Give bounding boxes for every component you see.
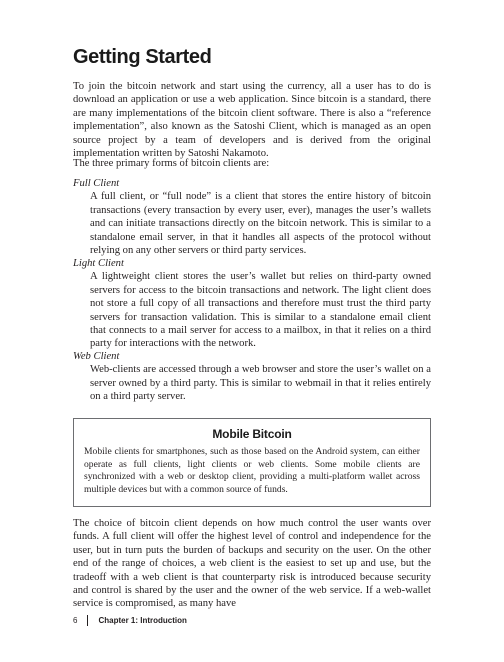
chapter-label: Chapter 1: Introduction: [98, 615, 187, 625]
term-web-client: Web Client: [73, 351, 120, 362]
definition-web-client: [73, 350, 431, 404]
sidebar-title: Mobile Bitcoin: [212, 427, 292, 441]
page-number: 6: [73, 615, 78, 625]
page-footer: [73, 613, 187, 627]
sidebar-body: Mobile clients for smartphones, such as those based on the Android system, can either operate as full clients, light clients or web clients. Some mobile clients are synchronized with a web or desktop client, providing a multi-platform wallet across multiple devices but with a common source of funds.: [84, 446, 420, 495]
footer-divider: [87, 615, 88, 626]
section-heading: Getting Started: [73, 46, 212, 68]
definition-text: A lightweight client stores the user’s wallet but relies on third-party owned servers for access to the bitcoin transactions and network. The light client does not store a full copy of all transactions and therefore must trust the third party servers for transaction validation. This is similar to a standalone email client that connects to a mail server for access to a mailbox, in that it relies on a third party for interactions with the network.: [90, 271, 431, 350]
definition-light-client: [73, 257, 431, 351]
definition-text: Web-clients are accessed through a web browser and store the user’s wallet on a server owned by a third party. This is similar to webmail in that it relies entirely on a third party server.: [90, 364, 431, 403]
term-full-client: Full Client: [73, 178, 120, 189]
forms-intro-paragraph: The three primary forms of bitcoin clients are:: [73, 158, 270, 169]
definition-full-client: [73, 177, 431, 257]
choice-paragraph: The choice of bitcoin client depends on how much control the user wants over funds. A full client will offer the highest level of control and independence for the user, but in turn puts the burden of backups and security on the user. On the other end of the range of choices, a web client is the easiest to set up and use, but the tradeoff with a web client is that counterparty risk is introduced because security and control is shared by the user and the owner of the web service. If a web-wallet service is compromised, as many have: [73, 518, 431, 610]
term-light-client: Light Client: [73, 258, 124, 269]
intro-paragraph: To join the bitcoin network and start using the currency, all a user has to do is download an application or use a web application. Since bitcoin is a standard, there are many implementations of the bitcoin client software. There is also a “reference implementation”, also known as the Satoshi Client, which is managed as an open source project by a team of developers and is derived from the original implementation written by Satoshi Nakamoto.: [73, 81, 431, 160]
sidebar-box: [73, 418, 431, 507]
definition-text: A full client, or “full node” is a client that stores the entire history of bitcoin transactions (every transaction by every user, ever), manages the user’s wallets and can initiate transactions directly on the bitcoin network. This is similar to a standalone email server, in that it handles all aspects of the protocol without relying on any other servers or third party services.: [90, 191, 431, 257]
